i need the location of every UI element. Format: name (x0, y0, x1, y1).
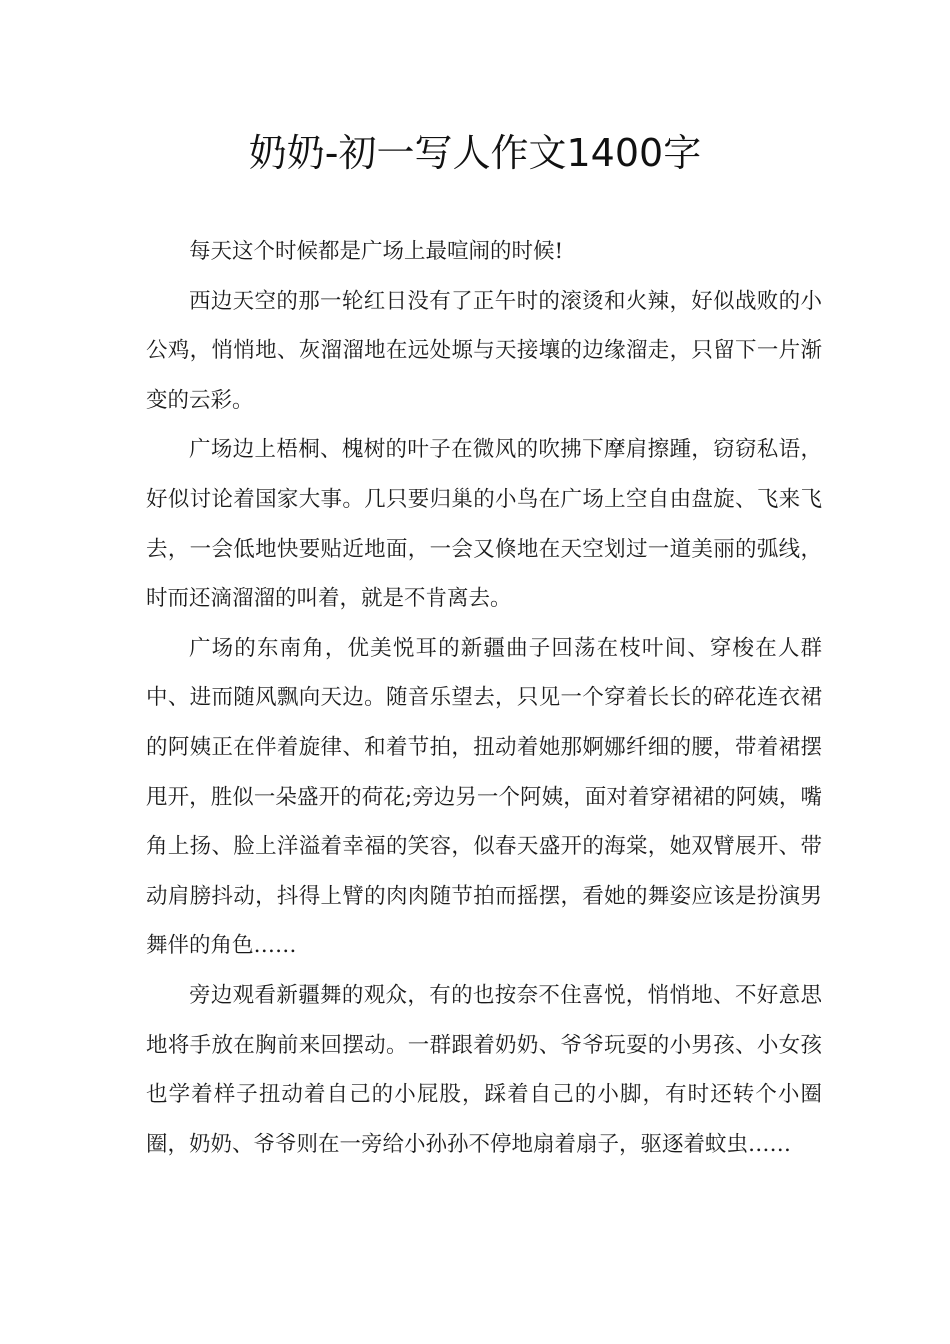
paragraph: 西边天空的那一轮红日没有了正午时的滚烫和火辣，好似战败的小公鸡，悄悄地、灰溜溜地在远处塬与天接壤的边缘溜走，只留下一片渐变的云彩。 (146, 288, 822, 413)
document-body (146, 227, 822, 1169)
paragraph: 广场边上梧桐、槐树的叶子在微风的吹拂下摩肩擦踵，窃窃私语，好似讨论着国家大事。几只要归巢的小鸟在广场上空自由盘旋、飞来飞去，一会低地快要贴近地面，一会又倏地在天空划过一道美丽的弧线，时而还滴溜溜的叫着，就是不肯离去。 (146, 437, 822, 612)
paragraph: 广场的东南角，优美悦耳的新疆曲子回荡在枝叶间、穿梭在人群中、进而随风飘向天边。随音乐望去，只见一个穿着长长的碎花连衣裙的阿姨正在伴着旋律、和着节拍，扭动着她那婀娜纤细的腰，带着裙摆甩开，胜似一朵盛开的荷花;旁边另一个阿姨，面对着穿裙裙的阿姨，嘴角上扬、脸上洋溢着幸福的笑容，似春天盛开的海棠，她双臂展开、带动肩膀抖动，抖得上臂的肉肉随节拍而摇摆，看她的舞姿应该是扮演男舞伴的角色…… (146, 635, 822, 959)
paragraph: 旁边观看新疆舞的观众，有的也按奈不住喜悦，悄悄地、不好意思地将手放在胸前来回摆动。一群跟着奶奶、爷爷玩耍的小男孩、小女孩也学着样子扭动着自己的小屁股，踩着自己的小脚，有时还转个小圈圈，奶奶、爷爷则在一旁给小孙孙不停地扇着扇子，驱逐着蚊虫…… (146, 982, 822, 1157)
document-title: 奶奶-初一写人作文1400字 (248, 131, 702, 175)
paragraph: 每天这个时候都是广场上最喧闹的时候! (189, 239, 564, 264)
